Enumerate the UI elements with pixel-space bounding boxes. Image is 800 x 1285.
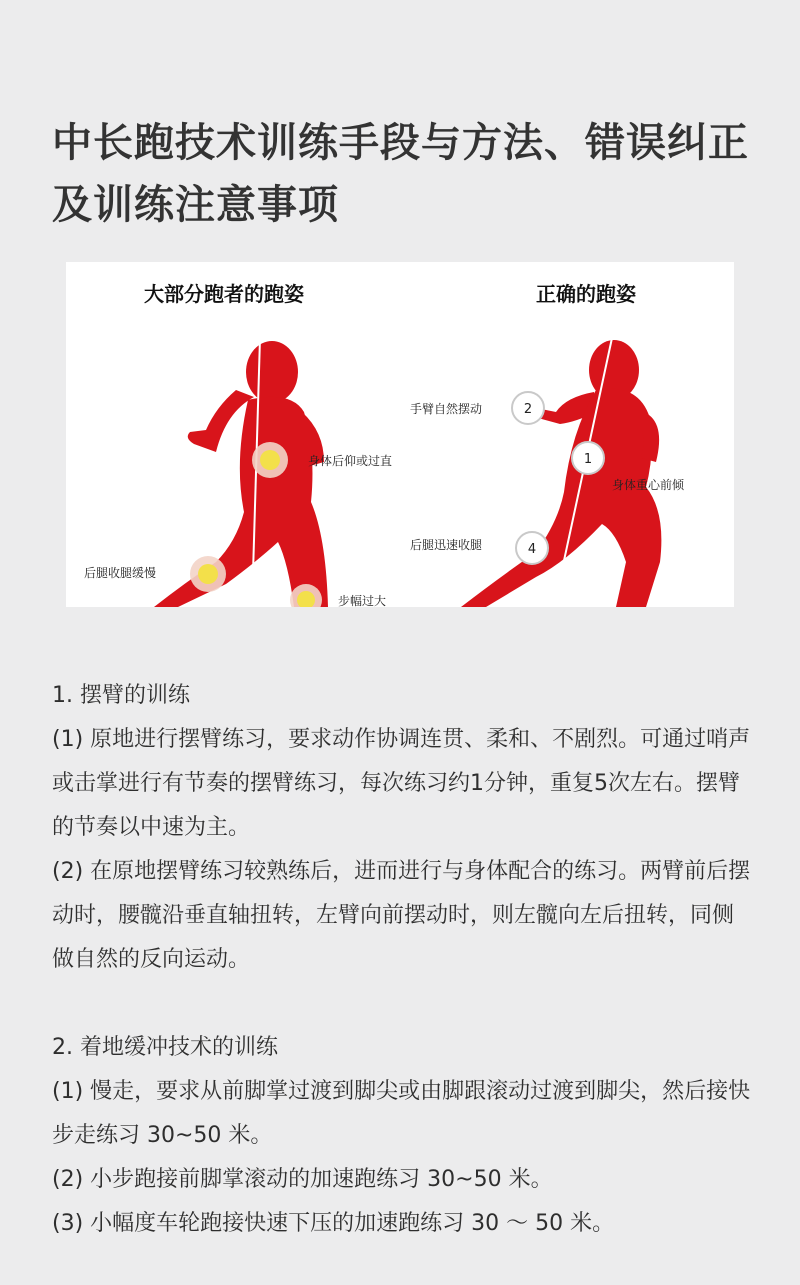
label-overstride: 步幅过大 xyxy=(338,594,387,607)
marker-2-text: 2 xyxy=(523,402,533,417)
page-title: 中长跑技术训练手段与方法、错误纠正及训练注意事项 xyxy=(52,120,749,228)
section1-paragraph-1: (1) 原地进行摆臂练习，要求动作协调连贯、柔和、不剧烈。可通过哨声或击掌进行有节奏的摆臂练习，每次练习约1分钟，重复5次左右。摆臂的节奏以中速为主。 xyxy=(52,727,751,840)
label-fast-leg-recovery: 后腿迅速收腿 xyxy=(410,538,483,552)
posture-figures xyxy=(66,262,734,607)
label-arm-swing: 手臂自然摆动 xyxy=(410,402,483,416)
section2-paragraph-3: (3) 小幅度车轮跑接快速下压的加速跑练习 30 ～ 50 米。 xyxy=(52,1211,615,1236)
right-marker-4 xyxy=(516,532,548,564)
section2-heading: 2. 着地缓冲技术的训练 xyxy=(52,1035,278,1060)
section2-paragraph-1: (1) 慢走，要求从前脚掌过渡到脚尖或由脚跟滚动过渡到脚尖，然后接快步走练习 30~50 米。 xyxy=(52,1079,751,1148)
right-marker-2 xyxy=(512,392,544,424)
right-marker-1 xyxy=(572,442,604,474)
label-slow-leg-recovery: 后腿收腿缓慢 xyxy=(84,566,157,580)
section2-paragraph-2: (2) 小步跑接前脚掌滚动的加速跑练习 30~50 米。 xyxy=(52,1167,553,1192)
left-caption: 大部分跑者的跑姿 xyxy=(144,282,304,306)
label-lean-back: 身体后仰或过直 xyxy=(308,454,393,468)
label-forward-lean: 身体重心前倾 xyxy=(612,478,685,492)
left-marker-hip xyxy=(252,442,288,478)
left-marker-knee xyxy=(190,556,226,592)
article-body xyxy=(52,674,752,1246)
running-posture-illustration xyxy=(66,262,734,607)
section1-paragraph-2: (2) 在原地摆臂练习较熟练后，进而进行与身体配合的练习。两臂前后摆动时，腰髋沿垂直轴扭转，左臂向前摆动时，则左髋向左后扭转，同侧做自然的反向运动。 xyxy=(52,859,751,972)
incorrect-runner-figure xyxy=(154,341,328,607)
marker-4-text: 4 xyxy=(527,542,537,557)
marker-1-text: 1 xyxy=(583,452,593,467)
right-caption: 正确的跑姿 xyxy=(536,282,636,306)
section1-heading: 1. 摆臂的训练 xyxy=(52,683,190,708)
correct-runner-figure xyxy=(461,340,661,607)
